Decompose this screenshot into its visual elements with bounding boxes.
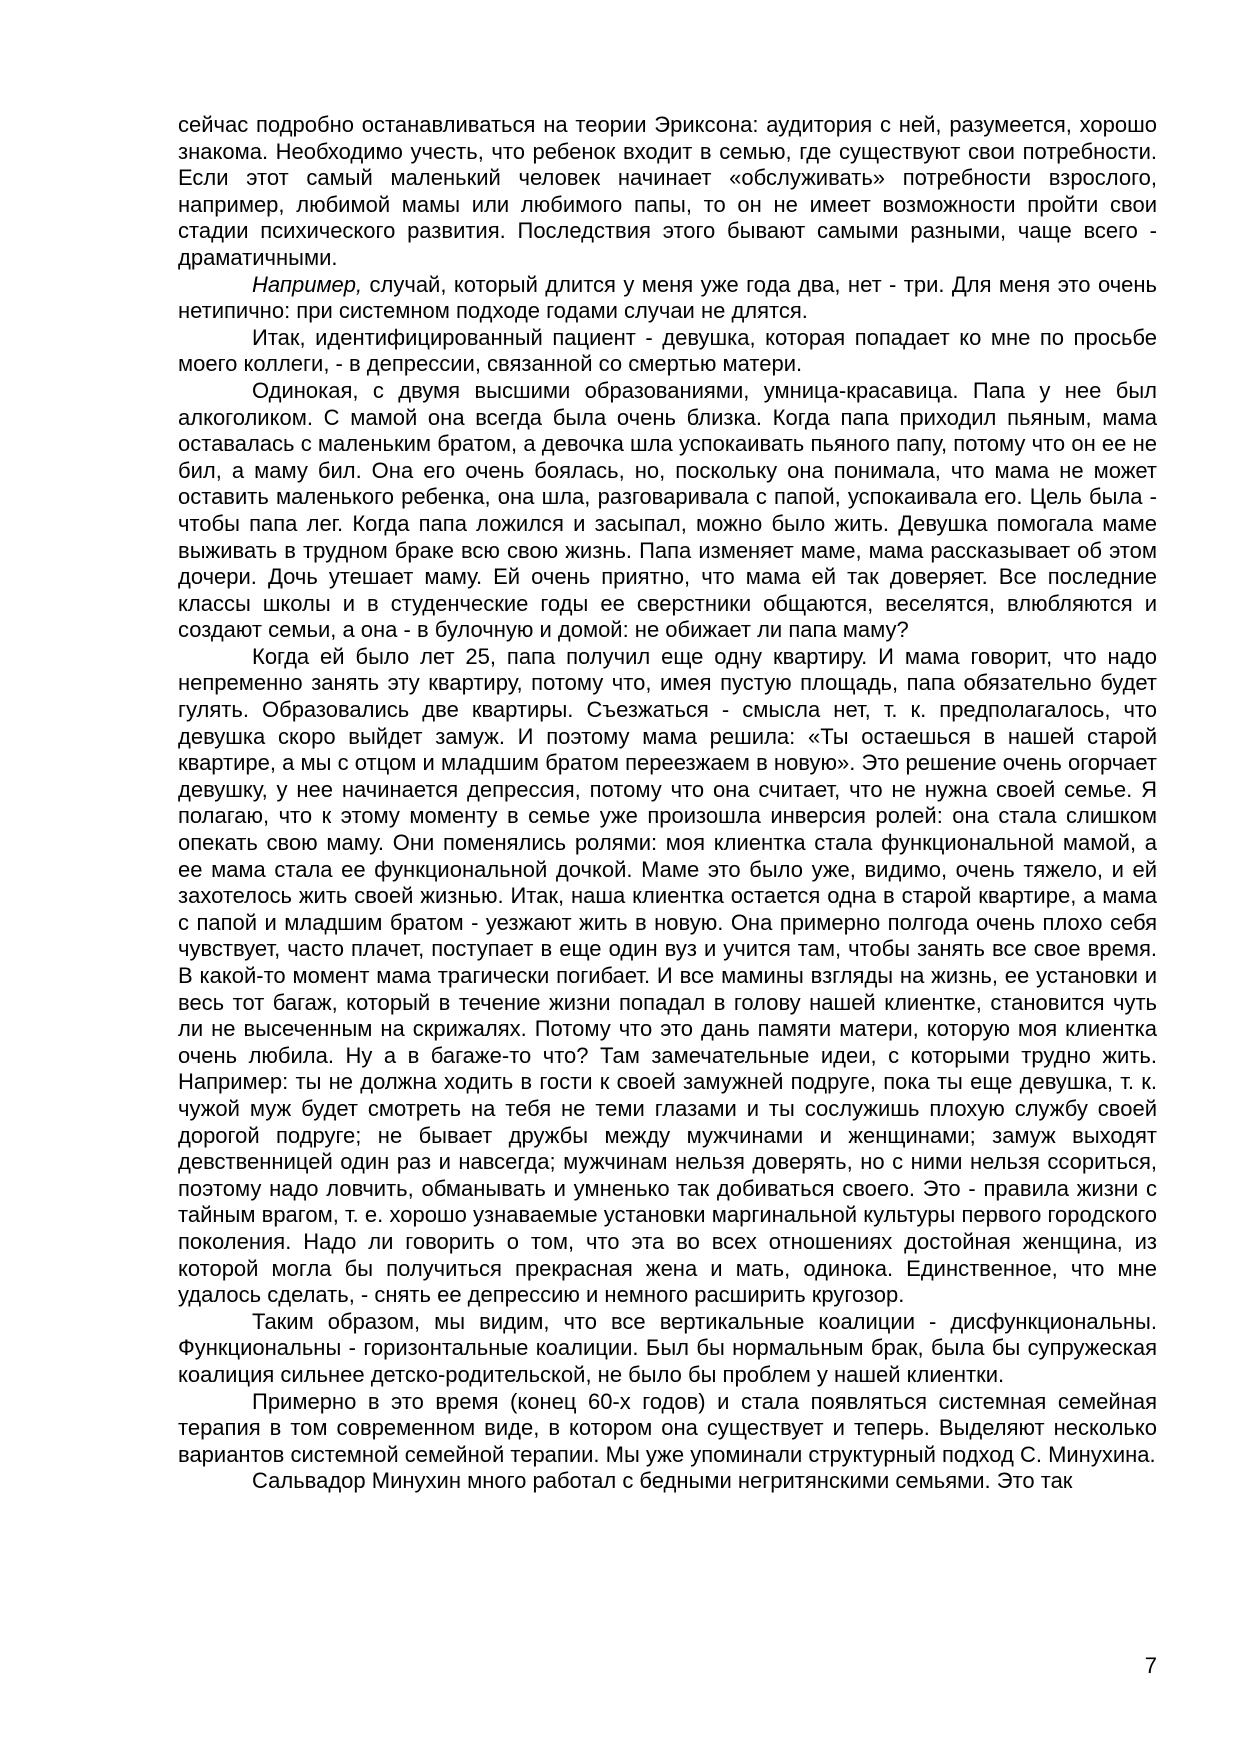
paragraph-1: сейчас подробно останавливаться на теории Эриксона: аудитория с ней, разумеется, хорошо знакома. Необходимо учесть, что ребенок входит в семью, где существуют свои потребности. Если этот самый маленький человек начинает «обслуживать» потребности взрослого, например, любимой мамы или любимого папы, то он не имеет возможности пройти свои стадии психического развития. Последствия этого бывают самыми разными, чаще всего - драматичными. [178, 112, 1157, 270]
paragraph-3: Итак, идентифицированный пациент - девушка, которая попадает ко мне по просьбе моего коллеги, - в депрессии, связанной со смертью матери. [178, 324, 1157, 377]
page-number: 7 [1144, 1653, 1157, 1678]
paragraph-8: Сальвадор Минухин много работал с бедными негритянскими семьями. Это так [252, 1468, 1073, 1494]
paragraph-6: Таким образом, мы видим, что все вертикальные коалиции - дисфункциональны. Функциональны - горизонтальные коалиции. Был бы нормальным брак, была бы супружеская коалиция сильнее детско-родительской, не было бы проблем у нашей клиентки. [178, 1308, 1157, 1387]
page-body [178, 112, 1157, 1495]
paragraph-2 [178, 272, 1157, 325]
paragraph-5: Когда ей было лет 25, папа получил еще одну квартиру. И мама говорит, что надо непременно занять эту квартиру, потому что, имея пустую площадь, папа обязательно будет гулять. Образовались две квартиры. Съезжаться - смысла нет, т. к. предполагалось, что девушка скоро выйдет замуж. И поэтому мама решила: «Ты остаешься в нашей старой квартире, а мы с отцом и младшим братом переезжаем в новую». Это решение очень огорчает девушку, у нее начинается депрессия, потому что она считает, что не нужна своей семье. Я полагаю, что к этому моменту в семье уже произошла инверсия ролей: она стала слишком опекать свою маму. Они поменялись ролями: моя клиентка стала функциональной мамой, а ее мама стала ее функциональной дочкой. Маме это было уже, видимо, очень тяжело, и ей захотелось жить своей жизнью. Итак, наша клиентка остается одна в старой квартире, а мама с папой и младшим братом - уезжают жить в новую. Она примерно полгода очень плохо себя чувствует, часто плачет, поступает в еще один вуз и учится там, чтобы занять все свое время. В какой-то момент мама трагически погибает. И все мамины взгляды на жизнь, ее установки и весь тот багаж, который в течение жизни попадал в голову нашей клиентке, становится чуть ли не высеченным на скрижалях. Потому что это дань памяти матери, которую моя клиентка очень любила. Ну а в багаже-то что? Там замечательные идеи, с которыми трудно жить. Например: ты не должна ходить в гости к своей замужней подруге, пока ты еще девушка, т. к. чужой муж будет смотреть на тебя не теми глазами и ты сослужишь плохую службу своей дорогой подруге; не бывает дружбы между мужчинами и женщинами; замуж выходят девственницей один раз и навсегда; мужчинам нельзя доверять, но с ними нельзя ссориться, поэтому надо ловчить, обманывать и умненько так добиваться своего. Это - правила жизни с тайным врагом, т. е. хорошо узнаваемые установки маргинальной культуры первого городского поколения. Надо ли говорить о том, что эта во всех отношениях достойная женщина, из которой могла бы получиться прекрасная жена и мать, одинока. Единственное, что мне удалось сделать, - снять ее депрессию и немного расширить кругозор. [178, 643, 1157, 1308]
paragraph-2-text: случай, который длится у меня уже года два, нет - три. Для меня это очень нетипично: при системном подходе годами случаи не длятся. [178, 271, 1157, 324]
italic-lead: Например, [252, 271, 363, 297]
paragraph-4: Одинокая, с двумя высшими образованиями, умница-красавица. Папа у нее был алкоголиком. С мамой она всегда была очень близка. Когда папа приходил пьяным, мама оставалась с маленьким братом, а девочка шла успокаивать пьяного папу, потому что он ее не бил, а маму бил. Она его очень боялась, но, поскольку она понимала, что мама не может оставить маленького ребенка, она шла, разговаривала с папой, успокаивала его. Цель была - чтобы папа лег. Когда папа ложился и засыпал, можно было жить. Девушка помогала маме выживать в трудном браке всю свою жизнь. Папа изменяет маме, мама рассказывает об этом дочери. Дочь утешает маму. Ей очень приятно, что мама ей так доверяет. Все последние классы школы и в студенческие годы ее сверстники общаются, веселятся, влюбляются и создают семьи, а она - в булочную и домой: не обижает ли папа маму? [178, 377, 1157, 643]
paragraph-7: Примерно в это время (конец 60-х годов) и стала появляться системная семейная терапия в том современном виде, в котором она существует и теперь. Выделяют несколько вариантов системной семейной терапии. Мы уже упоминали структурный подход С. Минухина. [178, 1388, 1157, 1467]
